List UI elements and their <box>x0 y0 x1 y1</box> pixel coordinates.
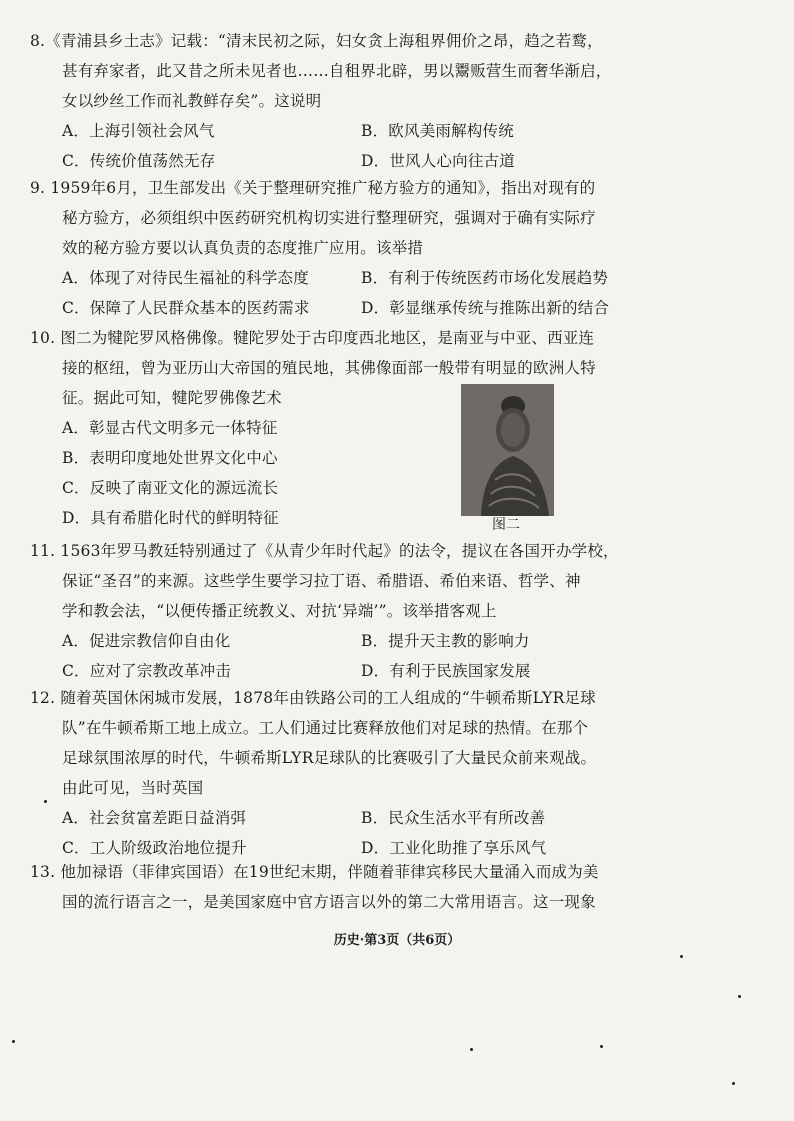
question-line <box>30 857 660 887</box>
question-text: 队”在牛顿希斯工地上成立。工人们通过比赛释放他们对足球的热情。在那个 <box>62 719 589 737</box>
option-c[interactable]: C．反映了南亚文化的源远流长 <box>62 479 279 497</box>
option-a[interactable]: A．社会贫富差距日益消弭 <box>62 809 247 827</box>
scan-speck <box>680 955 683 958</box>
option-a[interactable]: A．上海引领社会风气 <box>62 122 215 140</box>
question-text: 他加禄语（菲律宾国语）在19世纪末期，伴随着菲律宾移民大量涌入而成为美 <box>60 863 599 881</box>
question-text: 效的秘方验方要以认真负责的态度推广应用。该举措 <box>62 239 424 257</box>
question-text: 图二为犍陀罗风格佛像。犍陀罗处于古印度西北地区，是南亚与中亚、西亚连 <box>60 329 595 347</box>
question-line <box>30 173 660 203</box>
option-a[interactable]: A．体现了对待民生福祉的科学态度 <box>62 269 309 287</box>
question-11 <box>30 536 660 686</box>
scan-speck <box>470 1048 473 1051</box>
question-text: 由此可见，当时英国 <box>62 779 204 797</box>
option-c[interactable]: C．传统价值荡然无存 <box>62 152 216 170</box>
question-number: 11. <box>30 542 56 560</box>
scan-speck <box>732 1082 735 1085</box>
question-number: 9. <box>30 179 46 197</box>
options <box>30 803 660 863</box>
option-c[interactable]: C．工人阶级政治地位提升 <box>62 839 247 857</box>
question-text: 甚有弃家者，此又昔之所未见者也……自租界北辟，男以鬻贩营生而奢华渐启， <box>62 62 612 80</box>
question-number: 10. <box>30 329 56 347</box>
question-13 <box>30 857 660 917</box>
question-9 <box>30 173 660 323</box>
option-a[interactable]: A．彰显古代文明多元一体特征 <box>62 419 278 437</box>
scan-speck <box>600 1045 603 1048</box>
option-d[interactable]: D．有利于民族国家发展 <box>361 662 531 680</box>
option-b[interactable]: B．提升天主教的影响力 <box>361 632 530 650</box>
question-text: 女以纱丝工作而礼教鲜存矣”。这说明 <box>62 92 322 110</box>
question-text: 保证“圣召”的来源。这些学生要学习拉丁语、希腊语、希伯来语、哲学、神 <box>62 572 581 590</box>
option-b[interactable]: B．民众生活水平有所改善 <box>361 809 546 827</box>
scan-speck <box>738 995 741 998</box>
options <box>30 413 660 533</box>
option-a[interactable]: A．促进宗教信仰自由化 <box>62 632 231 650</box>
question-text: 秘方验方，必须组织中医药研究机构切实进行整理研究，强调对于确有实际疗 <box>62 209 596 227</box>
option-d[interactable]: D．工业化助推了享乐风气 <box>361 839 547 857</box>
scan-speck <box>12 1040 15 1043</box>
question-line <box>30 26 660 56</box>
question-text: 接的枢纽，曾为亚历山大帝国的殖民地，其佛像面部一般带有明显的欧洲人特 <box>62 359 596 377</box>
question-line <box>30 323 660 353</box>
option-b[interactable]: B．欧风美雨解构传统 <box>361 122 514 140</box>
question-10 <box>30 323 660 533</box>
figure-caption: 图二 <box>492 517 520 533</box>
options <box>30 626 660 686</box>
question-number: 8. <box>30 32 46 50</box>
question-number: 12. <box>30 689 56 707</box>
option-b[interactable]: B．表明印度地处世界文化中心 <box>62 449 278 467</box>
question-text: 《青浦县乡土志》记载：“清末民初之际，妇女贪上海租界佣价之昂，趋之若鹜， <box>45 32 603 50</box>
question-line <box>30 536 660 566</box>
question-text: 征。据此可知，犍陀罗佛像艺术 <box>62 389 282 407</box>
question-text: 随着英国休闲城市发展，1878年由铁路公司的工人组成的“牛顿希斯LYR足球 <box>60 689 596 707</box>
gandhara-buddha-image <box>461 384 554 516</box>
option-d[interactable]: D．具有希腊化时代的鲜明特征 <box>62 509 279 527</box>
question-number: 13. <box>30 863 56 881</box>
buddha-statue-icon <box>461 384 554 516</box>
option-c[interactable]: C．保障了人民群众基本的医药需求 <box>62 299 310 317</box>
question-text: 1563年罗马教廷特别通过了《从青少年时代起》的法令，提议在各国开办学校， <box>60 542 619 560</box>
options <box>30 263 660 323</box>
option-d[interactable]: D．世风人心向往古道 <box>361 152 515 170</box>
page-footer: 历史·第3页（共6页） <box>333 933 461 948</box>
question-line <box>30 683 660 713</box>
question-text: 学和教会法，“以便传播正统教义、对抗‘异端’”。该举措客观上 <box>62 602 497 620</box>
options <box>30 116 660 176</box>
question-12 <box>30 683 660 863</box>
question-text: 国的流行语言之一，是美国家庭中官方语言以外的第二大常用语言。这一现象 <box>62 893 596 911</box>
option-c[interactable]: C．应对了宗教改革冲击 <box>62 662 232 680</box>
option-b[interactable]: B．有利于传统医药市场化发展趋势 <box>361 269 609 287</box>
question-8 <box>30 26 660 176</box>
question-text: 1959年6月，卫生部发出《关于整理研究推广秘方验方的通知》，指出对现有的 <box>50 179 596 197</box>
scan-speck <box>44 800 47 803</box>
question-text: 足球氛围浓厚的时代，牛顿希斯LYR足球队的比赛吸引了大量民众前来观战。 <box>62 749 597 767</box>
option-d[interactable]: D．彰显继承传统与推陈出新的结合 <box>361 299 610 317</box>
